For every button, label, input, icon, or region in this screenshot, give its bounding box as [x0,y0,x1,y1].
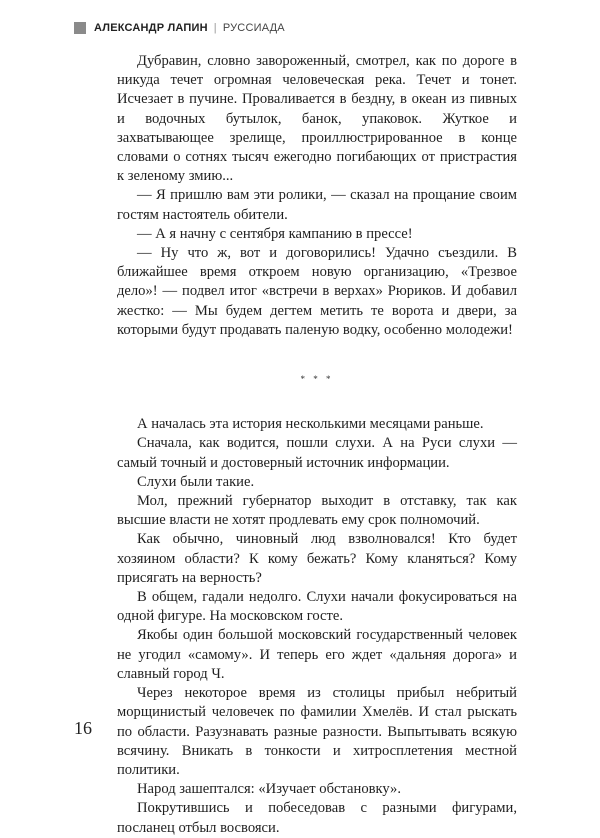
paragraph: А началась эта история несколькими месяцами раньше. [137,416,484,433]
paragraph: — Я пришлю вам эти ролики, — сказал на прощание своим гостям настоятель обители. [117,187,517,223]
section-separator: * * * [300,374,334,385]
page-body [117,52,517,838]
paragraph: — Ну что ж, вот и договорились! Удачно съездили. В ближайшее время откроем новую организацию, «Трезвое дело»! — подвел итог «встречи в верхах» Рюриков. И добавил жестко: — Мы будем дегтем метить те ворота и двери, за которыми будут продавать паленую водку, особенно молодежи! [117,245,517,338]
header-author: АЛЕКСАНДР ЛАПИН [94,22,208,34]
header-separator: | [213,22,217,34]
paragraph: Как обычно, чиновный люд взволновался! Кто будет хозяином области? К кому бежать? Кому кланяться? Кому присягать на верность? [117,531,517,586]
page-number: 16 [74,718,92,738]
header-square-icon [74,22,86,34]
paragraph: — А я начну с сентября кампанию в прессе! [137,225,413,242]
paragraph: В общем, гадали недолго. Слухи начали фокусироваться на одной фигуре. На московском госте. [117,589,517,625]
paragraph: Дубравин, словно завороженный, смотрел, как по дороге в никуда течет огромная человеческая река. Течет и тонет. Исчезает в пучине. Проваливается в бездну, в океан из пивных и водочных бутылок, банок, упаковок. Жуткое и захватывающее зрелище, проиллюстрированное в конце словами о сотнях тысяч ежегодно погибающих от пристрастия к зеленому змию... [117,53,517,185]
header-book-title: РУССИАДА [222,22,285,34]
paragraph: Народ зашептался: «Изучает обстановку». [137,781,401,798]
paragraph: Слухи были такие. [137,473,255,490]
paragraph: Сначала, как водится, пошли слухи. А на Руси слухи — самый точный и достоверный источник информации. [117,435,517,471]
paragraph: Через некоторое время из столицы прибыл небритый морщинистый человечек по фамилии Хмелёв. И стал рыскать по области. Разузнавать разные разности. Выпытывать всякую всячину. Вникать в тонкости и хитросплетения местной политики. [117,685,517,778]
paragraph: Покрутившись и побеседовав с разными фигурами, посланец отбыл восвояси. [117,800,517,836]
paragraph: Мол, прежний губернатор выходит в отставку, так как высшие власти не хотят продлевать ему срок полномочий. [117,493,517,529]
paragraph: Якобы один большой московский государственный человек не угодил «самому». И теперь его ждет «дальняя дорога» и славный город Ч. [117,627,517,682]
running-header [74,22,540,34]
